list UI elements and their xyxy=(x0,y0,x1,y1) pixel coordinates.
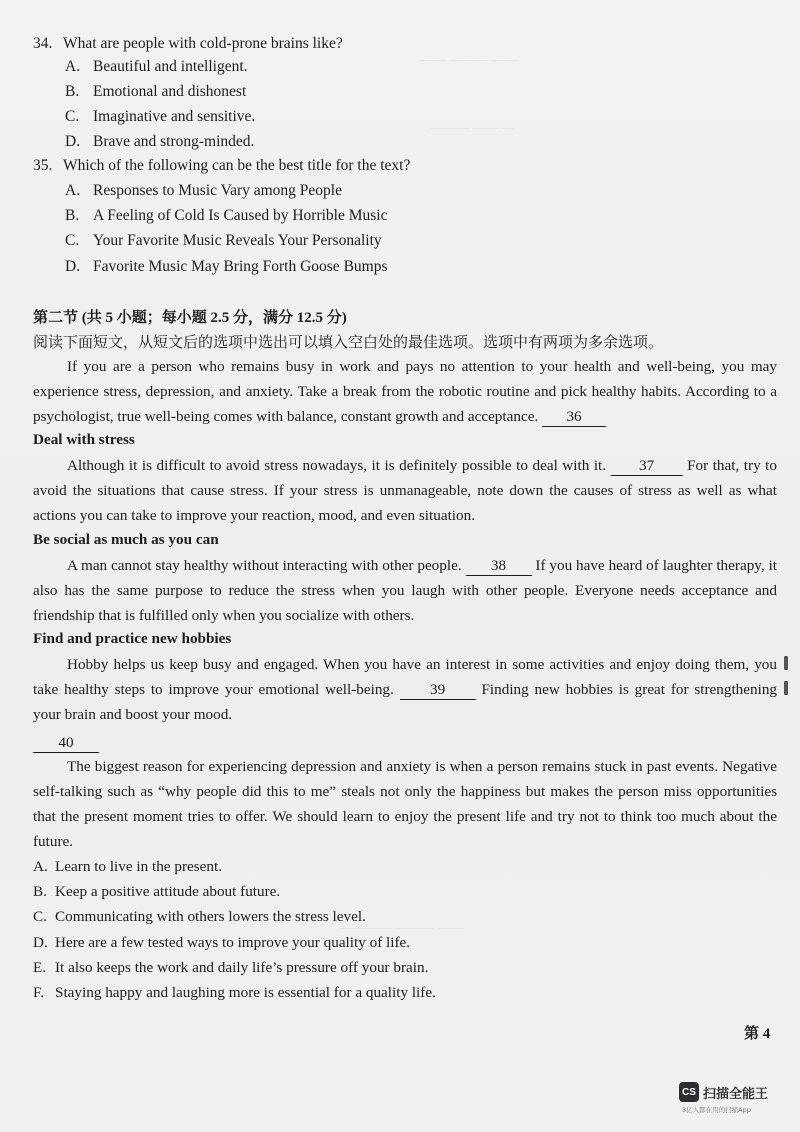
option-letter: A. xyxy=(65,182,81,199)
heading-deal-with-stress: Deal with stress xyxy=(33,431,135,448)
blank-40[interactable]: 40 xyxy=(33,734,99,753)
bleed-through-mark: ——— —— — xyxy=(430,120,515,135)
scanner-watermark xyxy=(679,1082,768,1102)
passage-text: Although it is difficult to avoid stress nowadays, it is definitely possible to deal with it. xyxy=(67,457,607,474)
blank-40-line xyxy=(33,730,777,755)
option-letter: A. xyxy=(65,58,81,75)
paragraph-social xyxy=(33,553,777,628)
heading-be-social: Be social as much as you can xyxy=(33,531,219,548)
paragraph-stress xyxy=(33,453,777,528)
passage-text: Hobby helps us keep busy and engaged. When you have an interest in some activities and enjoy doing them, you take healthy steps to improve your emotional well-being. xyxy=(33,656,777,698)
option-letter: A. xyxy=(33,858,48,875)
answer-option-d xyxy=(33,933,410,953)
q34-option-b xyxy=(65,82,246,102)
passage-text: If you have heard of laughter therapy, it also has the same purpose to reduce the stress when you laugh with other people. Everyone needs acceptance and friendship that is fulfilled only when you socialize with others. xyxy=(33,557,778,624)
option-text: Your Favorite Music Reveals Your Personality xyxy=(93,232,382,249)
option-letter: B. xyxy=(33,883,47,900)
option-text: It also keeps the work and daily life’s pressure off your brain. xyxy=(55,959,429,976)
option-letter: C. xyxy=(65,108,80,125)
blank-36[interactable]: 36 xyxy=(542,408,606,427)
answer-option-e xyxy=(33,958,428,978)
passage-text: A man cannot stay healthy without interacting with other people. xyxy=(67,557,462,574)
option-text: Keep a positive attitude about future. xyxy=(55,883,281,900)
option-text: Favorite Music May Bring Forth Goose Bumps xyxy=(93,258,388,275)
question-34 xyxy=(33,34,343,54)
question-number: 35. xyxy=(33,157,53,174)
option-letter: C. xyxy=(33,908,47,925)
option-text: Responses to Music Vary among People xyxy=(93,182,342,199)
heading-hobbies: Find and practice new hobbies xyxy=(33,630,232,647)
camscanner-logo-icon: CS xyxy=(679,1082,699,1102)
option-text: Emotional and dishonest xyxy=(93,83,247,100)
option-text: Beautiful and intelligent. xyxy=(93,58,248,75)
option-text: Here are a few tested ways to improve your quality of life. xyxy=(55,934,411,951)
page-number: 第 4 xyxy=(744,1026,771,1042)
blank-38[interactable]: 38 xyxy=(466,557,532,576)
q35-option-b xyxy=(65,206,387,226)
answer-option-f xyxy=(33,983,436,1003)
option-text: Communicating with others lowers the stress level. xyxy=(55,908,366,925)
option-letter: F. xyxy=(33,984,45,1001)
scan-edge-mark xyxy=(784,681,788,695)
paragraph-hobbies xyxy=(33,652,777,727)
answer-option-a xyxy=(33,857,222,877)
option-letter: D. xyxy=(65,258,81,275)
answer-option-c xyxy=(33,907,366,927)
q34-option-a xyxy=(65,57,248,77)
q34-option-c xyxy=(65,107,255,127)
option-letter: E. xyxy=(33,959,47,976)
option-text: Brave and strong-minded. xyxy=(93,133,255,150)
option-letter: D. xyxy=(65,133,81,150)
paragraph-present xyxy=(33,754,777,854)
question-stem: Which of the following can be the best title for the text? xyxy=(63,157,411,174)
q35-option-c xyxy=(65,231,382,251)
option-letter: C. xyxy=(65,232,80,249)
q35-option-d xyxy=(65,257,388,277)
option-text: Imaginative and sensitive. xyxy=(93,108,256,125)
option-letter: B. xyxy=(65,83,80,100)
section-instruction: 阅读下面短文，从短文后的选项中选出可以填入空白处的最佳选项。选项中有两项为多余选项。 xyxy=(33,335,664,351)
option-text: A Feeling of Cold Is Caused by Horrible Music xyxy=(93,207,388,224)
q35-option-a xyxy=(65,181,342,201)
passage-text: If you are a person who remains busy in work and pays no attention to your health and well-being, you may experience stress, depression, and anxiety. Take a break from the robotic routine and pick healthy habits. According to a psychologist, true well-being comes with balance, constant growth and acceptance. xyxy=(33,358,777,425)
blank-37[interactable]: 37 xyxy=(611,457,683,476)
bleed-through-mark: ———— ——— —— xyxy=(340,920,464,935)
option-text: Learn to live in the present. xyxy=(55,858,223,875)
passage-text: For that, try to avoid the situations that cause stress. If your stress is unmanageable, note down the causes of stress as well as what actions you can take to improve your reaction, mood, and even situation. xyxy=(33,457,777,524)
question-stem: What are people with cold-prone brains like? xyxy=(63,35,343,52)
section-title: 第二节 (共 5 小题；每小题 2.5 分，满分 12.5 分) xyxy=(33,310,347,326)
bleed-through-mark: —— ——— —— xyxy=(420,52,518,67)
passage-intro xyxy=(33,354,777,429)
scan-edge-mark xyxy=(784,656,788,670)
answer-option-b xyxy=(33,882,280,902)
option-letter: B. xyxy=(65,207,80,224)
passage-text: The biggest reason for experiencing depression and anxiety is when a person remains stuck in past events. Negative self-talking such as “why people did this to me” steals not only the happiness but makes the person miss opportunities that the present moment tries to offer. We should learn to enjoy the present life and try not to think too much about the future. xyxy=(33,758,777,850)
question-number: 34. xyxy=(33,35,53,52)
scanner-tagline: 3亿人都在用的扫描App xyxy=(682,1106,751,1114)
q34-option-d xyxy=(65,132,254,152)
scanner-app-name: 扫描全能王 xyxy=(703,1086,769,1102)
option-letter: D. xyxy=(33,934,48,951)
blank-39[interactable]: 39 xyxy=(400,681,476,700)
option-text: Staying happy and laughing more is essential for a quality life. xyxy=(55,984,436,1001)
question-35 xyxy=(33,156,410,176)
passage-text: Finding new hobbies is great for strengthening your brain and boost your mood. xyxy=(33,681,778,723)
